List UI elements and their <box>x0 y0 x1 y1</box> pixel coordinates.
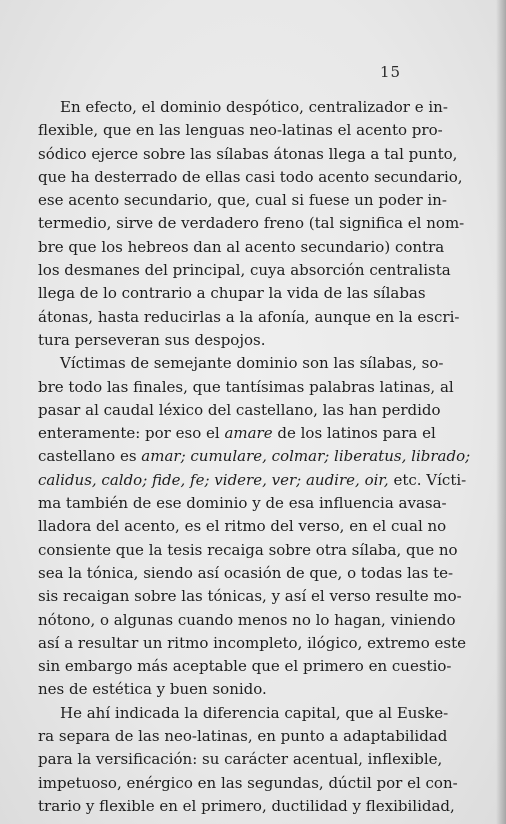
page-edge-shadow <box>496 0 506 824</box>
text-line <box>38 236 445 259</box>
text-span: llega de lo contrario a chupar la vida de las sílabas <box>38 284 426 303</box>
text-span: lladora del acento, es el ritmo del verso, en el cual no <box>38 517 447 536</box>
text-line <box>38 609 456 632</box>
text-span: enteramente: por eso el <box>38 424 225 443</box>
text-span: nes de estética y buen sonido. <box>38 680 267 699</box>
text-span: así a resultar un ritmo incompleto, ilógico, extremo este <box>38 633 467 652</box>
text-line <box>38 469 467 492</box>
text-line <box>38 282 426 305</box>
text-span: bre todo las finales, que tantísimas palabras latinas, al <box>38 377 454 396</box>
text-line <box>38 655 452 678</box>
text-span: termedio, sirve de verdadero freno (tal significa el nom- <box>38 214 465 233</box>
text-line <box>38 399 441 422</box>
text-span: nótono, o algunas cuando menos no lo hagan, viniendo <box>38 610 456 629</box>
text-span: He ahí indicada la diferencia capital, que al Euske- <box>60 703 449 722</box>
text-span: átonas, hasta reducirlas a la afonía, aunque en la escri- <box>38 307 460 326</box>
text-span: ese acento secundario, que, cual si fuese un poder in- <box>38 191 447 210</box>
text-span: flexible, que en las lenguas neo-latinas el acento pro- <box>38 121 443 140</box>
text-line <box>38 96 448 119</box>
text-line <box>38 748 443 771</box>
text-line <box>38 143 458 166</box>
text-span: sódico ejerce sobre las sílabas átonas llega a tal punto, <box>38 144 458 163</box>
text-span: Víctimas de semejante dominio son las sílabas, so- <box>60 354 444 373</box>
text-span: castellano es <box>38 447 142 466</box>
text-line <box>38 515 447 538</box>
text-line <box>38 539 458 562</box>
text-line <box>38 166 463 189</box>
text-line <box>38 585 462 608</box>
text-span: etc. Vícti- <box>388 470 467 489</box>
text-span: ra separa de las neo-latinas, en punto a adaptabilidad <box>38 727 448 746</box>
italic-text: amar; cumulare, colmar; liberatus, librado; <box>141 447 471 466</box>
text-line <box>38 329 414 352</box>
text-line <box>38 562 454 585</box>
text-span: impetuoso, enérgico en las segundas, dúctil por el con- <box>38 773 458 792</box>
text-line <box>38 725 448 748</box>
text-line <box>38 352 444 375</box>
text-span: sea la tónica, siendo así ocasión de que, o todas las te- <box>38 563 454 582</box>
text-line <box>38 189 447 212</box>
text-span: para la versificación: su carácter acentual, inflexible, <box>38 750 443 769</box>
text-line <box>38 632 467 655</box>
text-span: ma también de ese dominio y de esa influencia avasa- <box>38 494 447 513</box>
text-line <box>38 422 436 445</box>
page-number: 15 <box>380 63 402 81</box>
italic-text: amare <box>224 424 273 443</box>
text-span: trario y flexible en el primero, ductilidad y flexibilidad, <box>38 796 455 815</box>
text-span: tura perseveran sus despojos. <box>38 330 266 349</box>
text-line <box>38 119 443 142</box>
text-line <box>38 306 460 329</box>
body-text <box>38 96 471 818</box>
text-line <box>38 772 458 795</box>
text-span: sis recaigan sobre las tónicas, y así el verso resulte mo- <box>38 587 462 606</box>
text-line <box>38 795 455 818</box>
text-span: pasar al caudal léxico del castellano, las han perdido <box>38 400 441 419</box>
text-line <box>38 702 449 725</box>
italic-text: calidus, caldo; fide, fe; videre, ver; audire, oir, <box>38 470 389 489</box>
text-span: En efecto, el dominio despótico, centralizador e in- <box>60 98 448 116</box>
text-line <box>38 678 414 701</box>
text-span: consiente que la tesis recaiga sobre otra sílaba, que no <box>38 540 458 559</box>
text-line <box>38 259 451 282</box>
text-line <box>38 492 447 515</box>
text-line <box>38 445 471 468</box>
text-span: bre que los hebreos dan al acento secundario) contra <box>38 237 445 256</box>
text-span: los desmanes del principal, cuya absorción centralista <box>38 261 451 280</box>
text-span: de los latinos para el <box>272 424 436 443</box>
text-span: sin embargo más aceptable que el primero en cuestio- <box>38 657 452 676</box>
text-line <box>38 212 465 235</box>
text-line <box>38 376 454 399</box>
text-span: que ha desterrado de ellas casi todo acento secundario, <box>38 167 463 186</box>
